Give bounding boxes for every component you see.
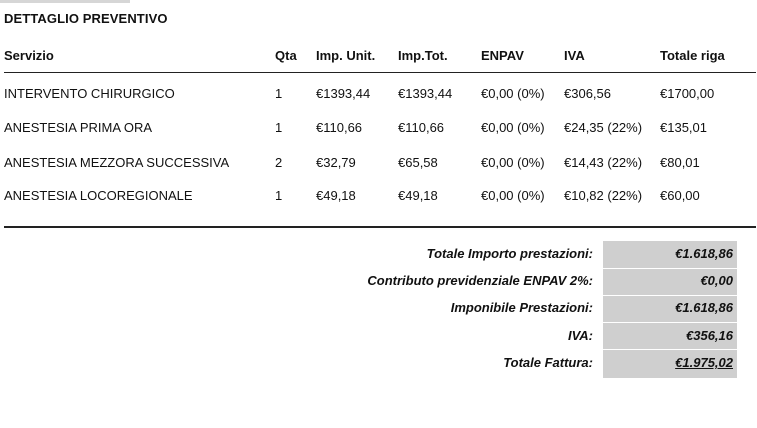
- summary-label-iva: IVA:: [567, 328, 593, 343]
- summary-label-totale-fattura: Totale Fattura:: [503, 355, 593, 370]
- cell-iva: €14,43 (22%): [564, 155, 643, 170]
- cell-iva: €10,82 (22%): [564, 188, 643, 203]
- cell-imp-unit: €1393,44: [316, 86, 371, 101]
- summary-value-iva: €356,16: [686, 328, 733, 343]
- cell-qta: 1: [275, 86, 283, 101]
- summary-separator: [603, 349, 737, 350]
- summary-separator: [603, 268, 737, 269]
- summary-value-contributo-enpav: €0,00: [700, 273, 733, 288]
- header-servizio: Servizio: [4, 48, 54, 63]
- header-enpav: ENPAV: [481, 48, 524, 63]
- cell-qta: 1: [275, 188, 283, 203]
- cell-imp-unit: €110,66: [316, 120, 363, 135]
- cell-totale-riga: €80,01: [660, 155, 700, 170]
- cell-imp-tot: €1393,44: [398, 86, 453, 101]
- cell-enpav: €0,00 (0%): [481, 188, 545, 203]
- header-qta: Qta: [275, 48, 297, 63]
- table-row: [0, 155, 757, 175]
- table-row: [0, 86, 757, 106]
- summary-value-totale-importo: €1.618,86: [675, 246, 733, 261]
- table-row: [0, 188, 757, 208]
- cell-qta: 2: [275, 155, 283, 170]
- summary-value-totale-fattura: €1.975,02: [675, 355, 733, 370]
- cell-servizio: ANESTESIA LOCOREGIONALE: [4, 188, 193, 203]
- cell-totale-riga: €135,01: [660, 120, 707, 135]
- summary-value-imponibile: €1.618,86: [675, 300, 733, 315]
- cell-iva: €24,35 (22%): [564, 120, 643, 135]
- header-iva: IVA: [564, 48, 585, 63]
- header-totale-riga: Totale riga: [660, 48, 725, 63]
- cell-enpav: €0,00 (0%): [481, 155, 545, 170]
- cell-imp-tot: €65,58: [398, 155, 438, 170]
- summary-label-totale-importo: Totale Importo prestazioni:: [426, 246, 593, 261]
- table-row: [0, 120, 757, 140]
- header-imp-tot: Imp.Tot.: [398, 48, 448, 63]
- page-title: DETTAGLIO PREVENTIVO: [4, 11, 168, 26]
- cell-totale-riga: €60,00: [660, 188, 700, 203]
- header-divider: [4, 72, 756, 73]
- cell-imp-unit: €32,79: [316, 155, 356, 170]
- cell-iva: €306,56: [564, 86, 611, 101]
- cell-servizio: ANESTESIA PRIMA ORA: [4, 120, 153, 135]
- cell-enpav: €0,00 (0%): [481, 120, 545, 135]
- top-edge-bar: [0, 0, 130, 3]
- header-imp-unit: Imp. Unit.: [316, 48, 376, 63]
- summary-label-imponibile: Imponibile Prestazioni:: [450, 300, 593, 315]
- summary-label-contributo-enpav: Contributo previdenziale ENPAV 2%:: [367, 273, 593, 288]
- summary-separator: [603, 295, 737, 296]
- cell-imp-unit: €49,18: [316, 188, 356, 203]
- cell-imp-tot: €49,18: [398, 188, 438, 203]
- cell-enpav: €0,00 (0%): [481, 86, 545, 101]
- cell-totale-riga: €1700,00: [660, 86, 715, 101]
- table-bottom-divider: [4, 226, 756, 228]
- cell-servizio: ANESTESIA MEZZORA SUCCESSIVA: [4, 155, 230, 170]
- cell-qta: 1: [275, 120, 283, 135]
- cell-servizio: INTERVENTO CHIRURGICO: [4, 86, 175, 101]
- summary-separator: [603, 322, 737, 323]
- cell-imp-tot: €110,66: [398, 120, 445, 135]
